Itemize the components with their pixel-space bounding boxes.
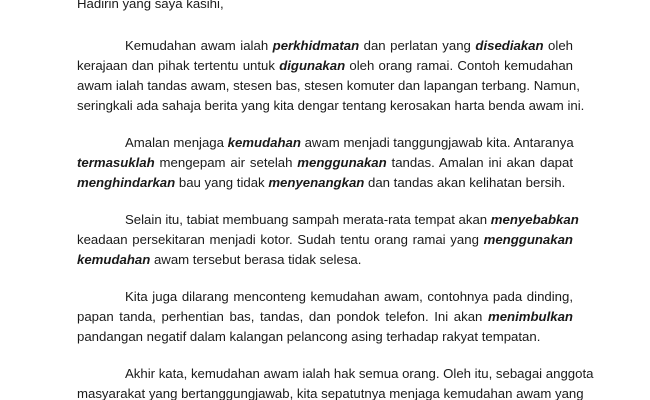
text-line <box>77 133 573 153</box>
emphasized-word: digunakan <box>279 58 346 73</box>
paragraph-2 <box>77 133 573 193</box>
text-line <box>77 96 585 116</box>
text-run: awam menjadi tanggungjawab kita. Antaranya <box>300 135 574 150</box>
text-run: Amalan menjaga <box>125 135 228 150</box>
text-line <box>77 327 573 347</box>
text-line <box>77 210 579 230</box>
greeting: Hadirin yang saya kasihi, <box>77 0 224 11</box>
text-run: oleh <box>543 38 573 53</box>
text-run: Selain itu, tabiat membuang sampah merata-rata tempat akan <box>125 212 491 227</box>
paragraphs <box>77 36 594 400</box>
text-line <box>77 230 573 250</box>
text-run: Kemudahan awam ialah <box>125 38 273 53</box>
paragraph-3 <box>77 210 579 270</box>
text-line <box>77 384 584 400</box>
text-line <box>77 153 573 173</box>
text-run: kerajaan dan pihak tertentu untuk <box>77 58 280 73</box>
emphasized-word: menimbulkan <box>487 309 573 324</box>
speech-text <box>77 0 594 400</box>
text-run: awam tersebut berasa tidak selesa. <box>150 252 362 267</box>
emphasized-word: menghindarkan <box>77 175 176 190</box>
text-run: dan perlatan yang <box>359 38 476 53</box>
paragraph-4 <box>77 287 573 347</box>
emphasized-word: perkhidmatan <box>272 38 360 53</box>
text-run: pandangan negatif dalam kalangan pelancong asing terhadap rakyat tempatan. <box>77 329 541 344</box>
text-run: tandas. Amalan ini akan dapat <box>386 155 573 170</box>
emphasized-word: menggunakan <box>297 155 387 170</box>
text-run: Akhir kata, kemudahan awam ialah hak semua orang. Oleh itu, sebagai anggota <box>125 366 594 381</box>
text-run: oleh orang ramai. Contoh kemudahan <box>345 58 573 73</box>
text-line <box>77 307 573 327</box>
emphasized-word: kemudahan <box>77 252 151 267</box>
emphasized-word: menyebabkan <box>490 212 579 227</box>
text-run: seringkali ada sahaja berita yang kita dengar tentang kerosakan harta benda awam ini. <box>77 98 585 113</box>
text-line <box>77 287 573 307</box>
text-run: Kita juga dilarang menconteng kemudahan awam, contohnya pada dinding, <box>125 289 573 304</box>
text-run: mengepam air setelah <box>154 155 298 170</box>
text-line <box>77 250 573 270</box>
text-run: dan tandas akan kelihatan bersih. <box>364 175 566 190</box>
paragraph-1 <box>77 36 585 116</box>
emphasized-word: menyenangkan <box>268 175 365 190</box>
text-run: papan tanda, perhentian bas, tandas, dan pondok telefon. Ini akan <box>77 309 488 324</box>
text-line <box>77 173 573 193</box>
emphasized-word: termasuklah <box>77 155 155 170</box>
text-line <box>77 36 573 56</box>
emphasized-word: disediakan <box>475 38 544 53</box>
paragraph-5 <box>77 364 594 400</box>
emphasized-word: kemudahan <box>227 135 301 150</box>
text-run: keadaan persekitaran menjadi kotor. Sudah tentu orang ramai yang <box>77 232 484 247</box>
text-line <box>77 56 573 76</box>
text-run: masyarakat yang bertanggungjawab, kita sepatutnya menjaga kemudahan awam yang <box>77 386 584 400</box>
text-line <box>77 76 580 96</box>
text-line <box>77 364 594 384</box>
text-run: awam ialah tandas awam, stesen bas, stesen komuter dan lapangan terbang. Namun, <box>77 78 580 93</box>
emphasized-word: menggunakan <box>483 232 573 247</box>
text-run: bau yang tidak <box>175 175 269 190</box>
